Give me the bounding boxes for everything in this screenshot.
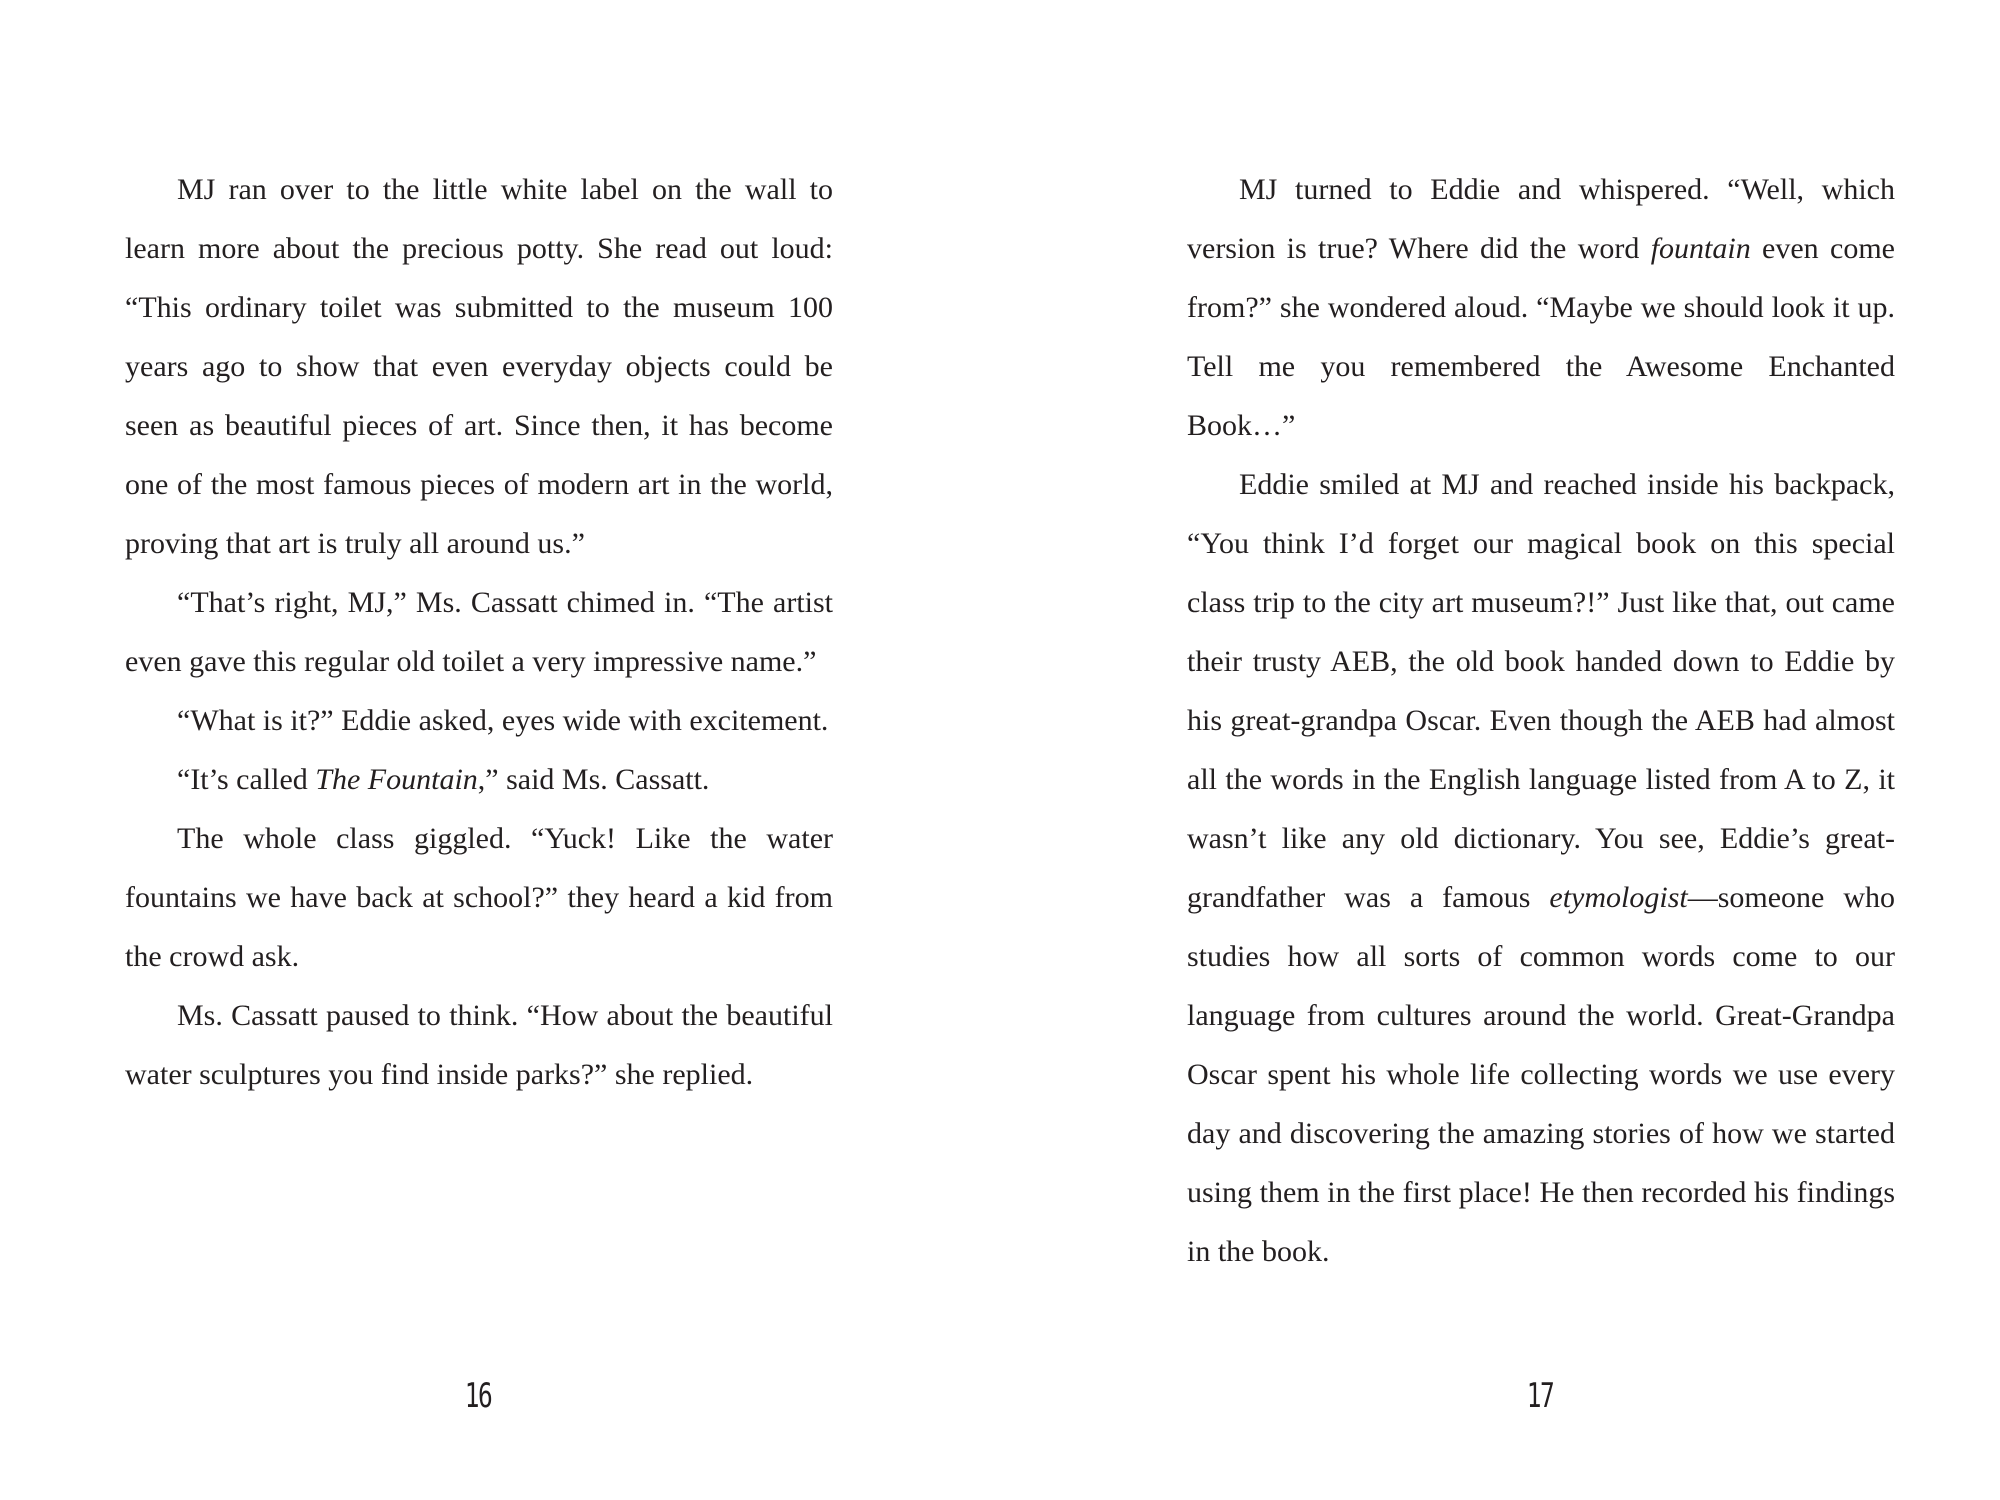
italic-title: The Fountain: [315, 763, 478, 796]
paragraph: The whole class giggled. “Yuck! Like the water fountains we have back at school?” they heard a kid from the crowd ask.: [125, 822, 833, 973]
page-number: 17: [1526, 1376, 1554, 1416]
paragraph: “What is it?” Eddie asked, eyes wide with excitement.: [177, 704, 829, 737]
paragraph: “That’s right, MJ,” Ms. Cassatt chimed in. “The artist even gave this regular old toilet a very impressive name.”: [125, 586, 833, 678]
paragraph-text: “It’s called: [177, 763, 316, 796]
paragraph-text: even come from?” she wondered aloud. “Maybe we should look it up. Tell me you remembered the Awesome Enchanted Book…”: [1187, 232, 1895, 442]
italic-word: fountain: [1650, 232, 1751, 265]
paragraph-text: ,” said Ms. Cassatt.: [477, 763, 710, 796]
paragraph: [125, 750, 833, 809]
paragraph-text: —someone who studies how all sorts of common words come to our language from cultures around the world. Great-Grandpa Oscar spent his whole life collecting words we use every day and discovering the amazing stories of how we started using them in the first place! He then recorded his findings in the book.: [1187, 881, 1895, 1268]
right-page: [1000, 0, 2000, 1500]
page-number: 16: [464, 1376, 492, 1416]
paragraph: Ms. Cassatt paused to think. “How about the beautiful water sculptures you find inside parks?” she replied.: [125, 999, 833, 1091]
paragraph: [1187, 160, 1895, 455]
right-page-text: [1187, 160, 1895, 1281]
paragraph: [1187, 455, 1895, 1281]
paragraph-text: Eddie smiled at MJ and reached inside his backpack, “You think I’d forget our magical book on this special class trip to the city art museum?!” Just like that, out came their trusty AEB, the old book handed down to Eddie by his great-grandpa Oscar. Even though the AEB had almost all the words in the English language listed from A to Z, it wasn’t like any old dictionary. You see, Eddie’s great-grandfather was a famous: [1187, 468, 1895, 914]
paragraph-text: MJ turned to Eddie and whispered. “Well, which version is true? Where did the word: [1187, 173, 1895, 265]
left-page-text: [125, 160, 833, 1104]
paragraph: MJ ran over to the little white label on the wall to learn more about the precious potty. She read out loud: “This ordinary toilet was submitted to the museum 100 years ago to show that even everyday objects could be seen as beautiful pieces of art. Since then, it has become one of the most famous pieces of modern art in the world, proving that art is truly all around us.”: [125, 173, 833, 560]
italic-word: etymologist: [1549, 881, 1688, 914]
